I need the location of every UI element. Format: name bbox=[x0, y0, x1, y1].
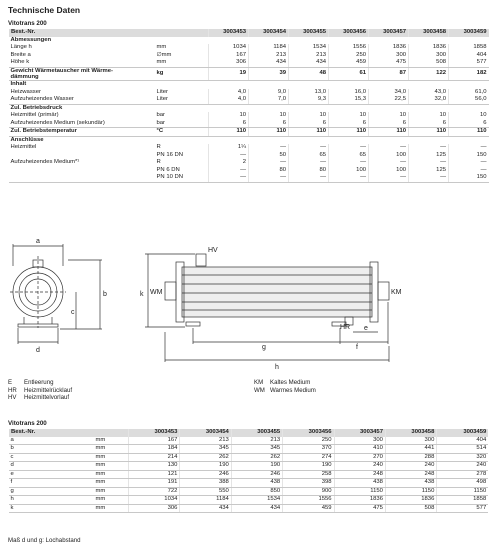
row-label: Zul. Betriebstemperatur bbox=[9, 128, 155, 137]
table-header-row bbox=[9, 29, 489, 37]
row-label: Aufzuheizendes Wasser bbox=[9, 96, 155, 104]
table-cell: 10 bbox=[249, 112, 289, 120]
table-cell: 1150 bbox=[437, 487, 488, 496]
table-cell: 213 bbox=[249, 52, 289, 60]
table-cell: 16,0 bbox=[329, 89, 369, 97]
table-cell: 7,0 bbox=[249, 96, 289, 104]
table-cell: 250 bbox=[283, 437, 334, 445]
row-label-line: Gewicht Wärmetauscher mit Wärme- bbox=[10, 67, 113, 74]
table-row bbox=[9, 120, 489, 128]
table-cell: 110 bbox=[329, 128, 369, 137]
table-cell: 32,0 bbox=[409, 96, 449, 104]
section-row bbox=[9, 136, 489, 144]
legend-item: HV Heizmittelvorlauf bbox=[8, 394, 70, 402]
table-row bbox=[9, 453, 489, 462]
header-label: Best.-Nr. bbox=[9, 429, 129, 437]
table-cell: 213 bbox=[180, 437, 231, 445]
header-model-number: 3003454 bbox=[249, 29, 289, 37]
legend-right bbox=[254, 379, 316, 394]
table-cell: 459 bbox=[283, 504, 334, 513]
table-cell: 121 bbox=[129, 470, 180, 479]
table-cell: 110 bbox=[409, 128, 449, 137]
section-row bbox=[9, 104, 489, 112]
table-cell: — bbox=[409, 159, 449, 167]
table-cell: 1836 bbox=[385, 496, 436, 505]
table-cell: 550 bbox=[180, 487, 231, 496]
table-cell: 10 bbox=[369, 112, 409, 120]
table-cell: — bbox=[289, 174, 329, 182]
table-cell: 248 bbox=[334, 470, 385, 479]
header-model-number: 3003455 bbox=[289, 29, 329, 37]
header-model-number: 3003458 bbox=[385, 429, 436, 437]
table-cell: 61 bbox=[329, 67, 369, 81]
row-label bbox=[9, 174, 155, 182]
header-model-number: 3003458 bbox=[409, 29, 449, 37]
table-cell: 100 bbox=[369, 167, 409, 175]
table-cell: 65 bbox=[329, 152, 369, 160]
table-cell: — bbox=[409, 174, 449, 182]
table-cell: 213 bbox=[231, 437, 282, 445]
table-cell: 498 bbox=[437, 479, 488, 488]
table-cell: 300 bbox=[409, 52, 449, 60]
table-cell: 1556 bbox=[329, 44, 369, 52]
table-row bbox=[9, 487, 489, 496]
page-title: Technische Daten bbox=[8, 5, 81, 15]
table-cell: 15,3 bbox=[329, 96, 369, 104]
table-row bbox=[9, 112, 489, 120]
row-unit: mm bbox=[94, 462, 129, 471]
table-cell: 10 bbox=[329, 112, 369, 120]
table-cell: 722 bbox=[129, 487, 180, 496]
table-cell: 398 bbox=[283, 479, 334, 488]
table-cell: 1858 bbox=[449, 44, 489, 52]
table-cell: 110 bbox=[209, 128, 249, 137]
table-cell: 1184 bbox=[180, 496, 231, 505]
table-cell: 22,5 bbox=[369, 96, 409, 104]
footnote: Maß d und g: Lochabstand bbox=[8, 537, 81, 544]
section-label: Inhalt bbox=[10, 81, 27, 88]
table-cell: 50 bbox=[249, 152, 289, 160]
table-cell: 122 bbox=[409, 67, 449, 81]
dim-a: a bbox=[36, 238, 40, 245]
table-cell: 4,0 bbox=[209, 89, 249, 97]
table-cell: 246 bbox=[180, 470, 231, 479]
table-cell: 258 bbox=[283, 470, 334, 479]
header-model-number: 3003455 bbox=[231, 429, 282, 437]
dim-b: b bbox=[103, 291, 107, 298]
table-cell: 438 bbox=[385, 479, 436, 488]
table-cell: 300 bbox=[385, 437, 436, 445]
table-cell: 410 bbox=[334, 445, 385, 454]
table-cell: 388 bbox=[180, 479, 231, 488]
table-cell: 61,0 bbox=[449, 89, 489, 97]
table-cell: — bbox=[209, 174, 249, 182]
row-unit: mm bbox=[94, 437, 129, 445]
table-cell: 1184 bbox=[249, 44, 289, 52]
row-unit: °C bbox=[155, 128, 209, 137]
row-label bbox=[9, 67, 155, 81]
table-cell: 80 bbox=[249, 167, 289, 175]
header-model-number: 3003459 bbox=[437, 429, 488, 437]
table-cell: 10 bbox=[409, 112, 449, 120]
table-cell: 240 bbox=[334, 462, 385, 471]
table-cell: 6 bbox=[289, 120, 329, 128]
table-row bbox=[9, 159, 489, 167]
row-label: h bbox=[9, 496, 94, 505]
table-cell: 6 bbox=[449, 120, 489, 128]
header-model-number: 3003454 bbox=[180, 429, 231, 437]
table-cell: 248 bbox=[385, 470, 436, 479]
row-unit: R bbox=[156, 159, 161, 166]
header-model-number: 3003453 bbox=[129, 429, 180, 437]
dimension-drawing bbox=[0, 232, 494, 372]
table-cell: 9,3 bbox=[289, 96, 329, 104]
table-cell: 13,0 bbox=[289, 89, 329, 97]
table-cell: 6 bbox=[209, 120, 249, 128]
header-model-number: 3003456 bbox=[329, 29, 369, 37]
label-wm: WM bbox=[150, 289, 163, 296]
header-model-number: 3003453 bbox=[209, 29, 249, 37]
table-row bbox=[9, 437, 489, 445]
label-hr: HR bbox=[340, 324, 351, 331]
table-cell: 10 bbox=[449, 112, 489, 120]
table-cell: 190 bbox=[180, 462, 231, 471]
table-row bbox=[9, 128, 489, 137]
table-cell: — bbox=[289, 144, 329, 152]
row-unit: PN 6 DN bbox=[156, 166, 180, 173]
table-cell: 182 bbox=[449, 67, 489, 81]
section-label: Abmessungen bbox=[10, 36, 52, 43]
table-cell: 434 bbox=[289, 59, 329, 67]
table-cell: — bbox=[209, 152, 249, 160]
table-cell: — bbox=[449, 167, 489, 175]
table-cell: 288 bbox=[385, 453, 436, 462]
table-cell: 1034 bbox=[209, 44, 249, 52]
table1-caption: Vitotrans 200 bbox=[8, 20, 47, 27]
table-cell: — bbox=[369, 159, 409, 167]
table-cell: 300 bbox=[334, 437, 385, 445]
table-cell: 1836 bbox=[369, 44, 409, 52]
row-unit: R bbox=[156, 144, 161, 151]
table-cell: 246 bbox=[231, 470, 282, 479]
table-row bbox=[9, 470, 489, 479]
table-cell: 6 bbox=[409, 120, 449, 128]
table-cell: 214 bbox=[129, 453, 180, 462]
table-cell: 262 bbox=[180, 453, 231, 462]
table-cell: 345 bbox=[231, 445, 282, 454]
table-cell: 850 bbox=[231, 487, 282, 496]
table-cell: 306 bbox=[129, 504, 180, 513]
row-unit: Liter bbox=[156, 88, 168, 95]
table-row bbox=[9, 89, 489, 97]
table-cell: 190 bbox=[283, 462, 334, 471]
table-cell: — bbox=[329, 159, 369, 167]
table-cell: 1¼ bbox=[209, 144, 249, 152]
row-unit: mm bbox=[94, 479, 129, 488]
row-unit: PN 10 DN bbox=[155, 174, 209, 182]
table-cell: 110 bbox=[249, 128, 289, 137]
header-model-number: 3003457 bbox=[334, 429, 385, 437]
table-cell: 6 bbox=[369, 120, 409, 128]
label-km: KM bbox=[391, 289, 402, 296]
table-cell: 1858 bbox=[437, 496, 488, 505]
table-cell: 404 bbox=[449, 52, 489, 60]
dim-k: k bbox=[140, 291, 144, 298]
table-cell: 475 bbox=[334, 504, 385, 513]
table-cell: 110 bbox=[449, 128, 489, 137]
row-label bbox=[9, 152, 155, 160]
row-unit: bar bbox=[156, 112, 166, 119]
table-cell: 167 bbox=[209, 52, 249, 60]
table-cell: 100 bbox=[369, 152, 409, 160]
legend-item: HR Heizmittelrücklauf bbox=[8, 386, 73, 394]
table-row bbox=[9, 44, 489, 52]
table-cell: 4,0 bbox=[209, 96, 249, 104]
row-label: Breite a bbox=[10, 51, 31, 58]
table-cell: 1534 bbox=[289, 44, 329, 52]
table-cell: 475 bbox=[369, 59, 409, 67]
table-cell: 39 bbox=[249, 67, 289, 81]
row-label: e bbox=[9, 470, 94, 479]
table-cell: 110 bbox=[369, 128, 409, 137]
table-cell: 100 bbox=[329, 167, 369, 175]
table-cell: 1836 bbox=[334, 496, 385, 505]
table-row bbox=[9, 96, 489, 104]
dim-h: h bbox=[275, 364, 279, 371]
row-label: Heizmittel (primär) bbox=[10, 112, 59, 119]
table-cell: 6 bbox=[329, 120, 369, 128]
table-cell: 345 bbox=[180, 445, 231, 454]
table-cell: 438 bbox=[334, 479, 385, 488]
table-cell: 125 bbox=[409, 167, 449, 175]
row-unit: mm bbox=[94, 445, 129, 454]
row-label: b bbox=[9, 445, 94, 454]
table2-caption: Vitotrans 200 bbox=[8, 420, 47, 427]
table-cell: 48 bbox=[289, 67, 329, 81]
table-cell: — bbox=[249, 144, 289, 152]
row-unit: bar bbox=[155, 120, 209, 128]
section-row bbox=[9, 37, 489, 45]
table-cell: 1556 bbox=[283, 496, 334, 505]
table-row bbox=[9, 462, 489, 471]
dim-g: g bbox=[262, 344, 266, 351]
row-unit: mm bbox=[94, 487, 129, 496]
dim-d: d bbox=[36, 347, 40, 354]
table-row bbox=[9, 52, 489, 60]
table-cell: 370 bbox=[283, 445, 334, 454]
table-cell: 125 bbox=[409, 152, 449, 160]
row-label: f bbox=[9, 479, 94, 488]
table-cell: — bbox=[369, 174, 409, 182]
table-cell: — bbox=[369, 144, 409, 152]
table-cell: 320 bbox=[437, 453, 488, 462]
row-unit: mm bbox=[155, 59, 209, 67]
table-cell: 508 bbox=[409, 59, 449, 67]
row-label: g bbox=[9, 487, 94, 496]
row-label: c bbox=[9, 453, 94, 462]
table-cell: — bbox=[449, 144, 489, 152]
table-cell: 87 bbox=[369, 67, 409, 81]
table-cell: 213 bbox=[289, 52, 329, 60]
dim-c: c bbox=[71, 309, 75, 316]
table-cell: 10 bbox=[209, 112, 249, 120]
table-cell: — bbox=[409, 144, 449, 152]
row-label: Länge h bbox=[10, 44, 32, 50]
header-model-number: 3003457 bbox=[369, 29, 409, 37]
table-cell: 514 bbox=[437, 445, 488, 454]
table-cell: 300 bbox=[369, 52, 409, 60]
table-cell: 2 bbox=[209, 159, 249, 167]
dimensions-table bbox=[8, 429, 488, 513]
table-cell: 250 bbox=[329, 52, 369, 60]
row-label bbox=[9, 167, 155, 175]
dim-f: f bbox=[356, 344, 358, 351]
table-cell: — bbox=[249, 174, 289, 182]
table-cell: 434 bbox=[231, 504, 282, 513]
table-cell: 438 bbox=[231, 479, 282, 488]
dim-e: e bbox=[364, 325, 368, 332]
row-label: k bbox=[9, 504, 94, 513]
row-unit: mm bbox=[94, 470, 129, 479]
table-row bbox=[9, 496, 489, 505]
row-label: Aufzuheizendes Medium (sekundär) bbox=[9, 120, 155, 128]
table-cell: 110 bbox=[289, 128, 329, 137]
row-unit: mm bbox=[94, 496, 129, 505]
table-row bbox=[9, 479, 489, 488]
table-cell: 240 bbox=[437, 462, 488, 471]
table-row bbox=[9, 67, 489, 81]
row-label: Heizwasser bbox=[10, 88, 41, 95]
legend-item: WM Warmes Medium bbox=[254, 386, 316, 394]
row-label: Höhe k bbox=[9, 59, 155, 67]
table-cell: 508 bbox=[385, 504, 436, 513]
label-hv: HV bbox=[208, 247, 218, 254]
header-model-number: 3003459 bbox=[449, 29, 489, 37]
section-label: Anschlüsse bbox=[10, 136, 44, 143]
table-cell: 1534 bbox=[231, 496, 282, 505]
row-label: a bbox=[9, 437, 94, 445]
legend-item: KM Kaltes Medium bbox=[254, 379, 311, 386]
table-cell: 306 bbox=[209, 59, 249, 67]
technical-data-table bbox=[8, 29, 489, 183]
table-row bbox=[9, 152, 489, 160]
table-cell: 900 bbox=[283, 487, 334, 496]
table-cell: 191 bbox=[129, 479, 180, 488]
table-cell: — bbox=[289, 159, 329, 167]
table-cell: — bbox=[329, 174, 369, 182]
table-cell: 190 bbox=[231, 462, 282, 471]
table-cell: 1034 bbox=[129, 496, 180, 505]
table-cell: 130 bbox=[129, 462, 180, 471]
table-cell: 262 bbox=[231, 453, 282, 462]
legend-item: E Entleerung bbox=[8, 379, 54, 386]
header-label: Best.-Nr. bbox=[9, 29, 209, 37]
table-header-row bbox=[9, 429, 489, 437]
table-row bbox=[9, 167, 489, 175]
table-cell: 10 bbox=[289, 112, 329, 120]
table-cell: 65 bbox=[289, 152, 329, 160]
section-label: Zul. Betriebsdruck bbox=[10, 104, 63, 111]
row-label: Heizmittel bbox=[10, 144, 37, 151]
row-label: d bbox=[9, 462, 94, 471]
row-unit: PN 16 DN bbox=[156, 151, 184, 158]
table-cell: — bbox=[249, 159, 289, 167]
table-cell: 1150 bbox=[385, 487, 436, 496]
table-cell: 240 bbox=[385, 462, 436, 471]
table-cell: 34,0 bbox=[369, 89, 409, 97]
table-cell: 167 bbox=[129, 437, 180, 445]
row-unit: mm bbox=[94, 453, 129, 462]
table-row bbox=[9, 144, 489, 152]
table-row bbox=[9, 445, 489, 454]
row-unit: mm bbox=[156, 44, 167, 50]
table-cell: 1836 bbox=[409, 44, 449, 52]
table-cell: 80 bbox=[289, 167, 329, 175]
table-cell: — bbox=[449, 159, 489, 167]
row-unit: Liter bbox=[155, 96, 209, 104]
table-row bbox=[9, 504, 489, 513]
row-unit: ∅mm bbox=[156, 51, 172, 58]
table-cell: 278 bbox=[437, 470, 488, 479]
table-cell: 434 bbox=[249, 59, 289, 67]
table-cell: 404 bbox=[437, 437, 488, 445]
table-cell: 150 bbox=[449, 152, 489, 160]
legend-left bbox=[8, 379, 72, 402]
table-cell: 9,0 bbox=[249, 89, 289, 97]
table-cell: 19 bbox=[209, 67, 249, 81]
table-cell: 577 bbox=[437, 504, 488, 513]
table-cell: 150 bbox=[449, 174, 489, 182]
row-label-line: dämmung bbox=[10, 73, 39, 80]
row-unit: mm bbox=[94, 504, 129, 513]
table-cell: 184 bbox=[129, 445, 180, 454]
table-cell: 577 bbox=[449, 59, 489, 67]
table-cell: 1150 bbox=[334, 487, 385, 496]
row-label: Aufzuheizendes Medium*¹ bbox=[10, 159, 80, 166]
table-cell: 434 bbox=[180, 504, 231, 513]
table-cell: 459 bbox=[329, 59, 369, 67]
table-cell: 270 bbox=[334, 453, 385, 462]
table-cell: — bbox=[209, 167, 249, 175]
table-cell: 56,0 bbox=[449, 96, 489, 104]
table-row bbox=[9, 174, 489, 182]
table-cell: — bbox=[329, 144, 369, 152]
header-model-number: 3003456 bbox=[283, 429, 334, 437]
row-unit: kg bbox=[155, 67, 209, 81]
table-cell: 274 bbox=[283, 453, 334, 462]
table-cell: 6 bbox=[249, 120, 289, 128]
table-cell: 441 bbox=[385, 445, 436, 454]
table-row bbox=[9, 59, 489, 67]
table-cell: 43,0 bbox=[409, 89, 449, 97]
section-row bbox=[9, 81, 489, 89]
